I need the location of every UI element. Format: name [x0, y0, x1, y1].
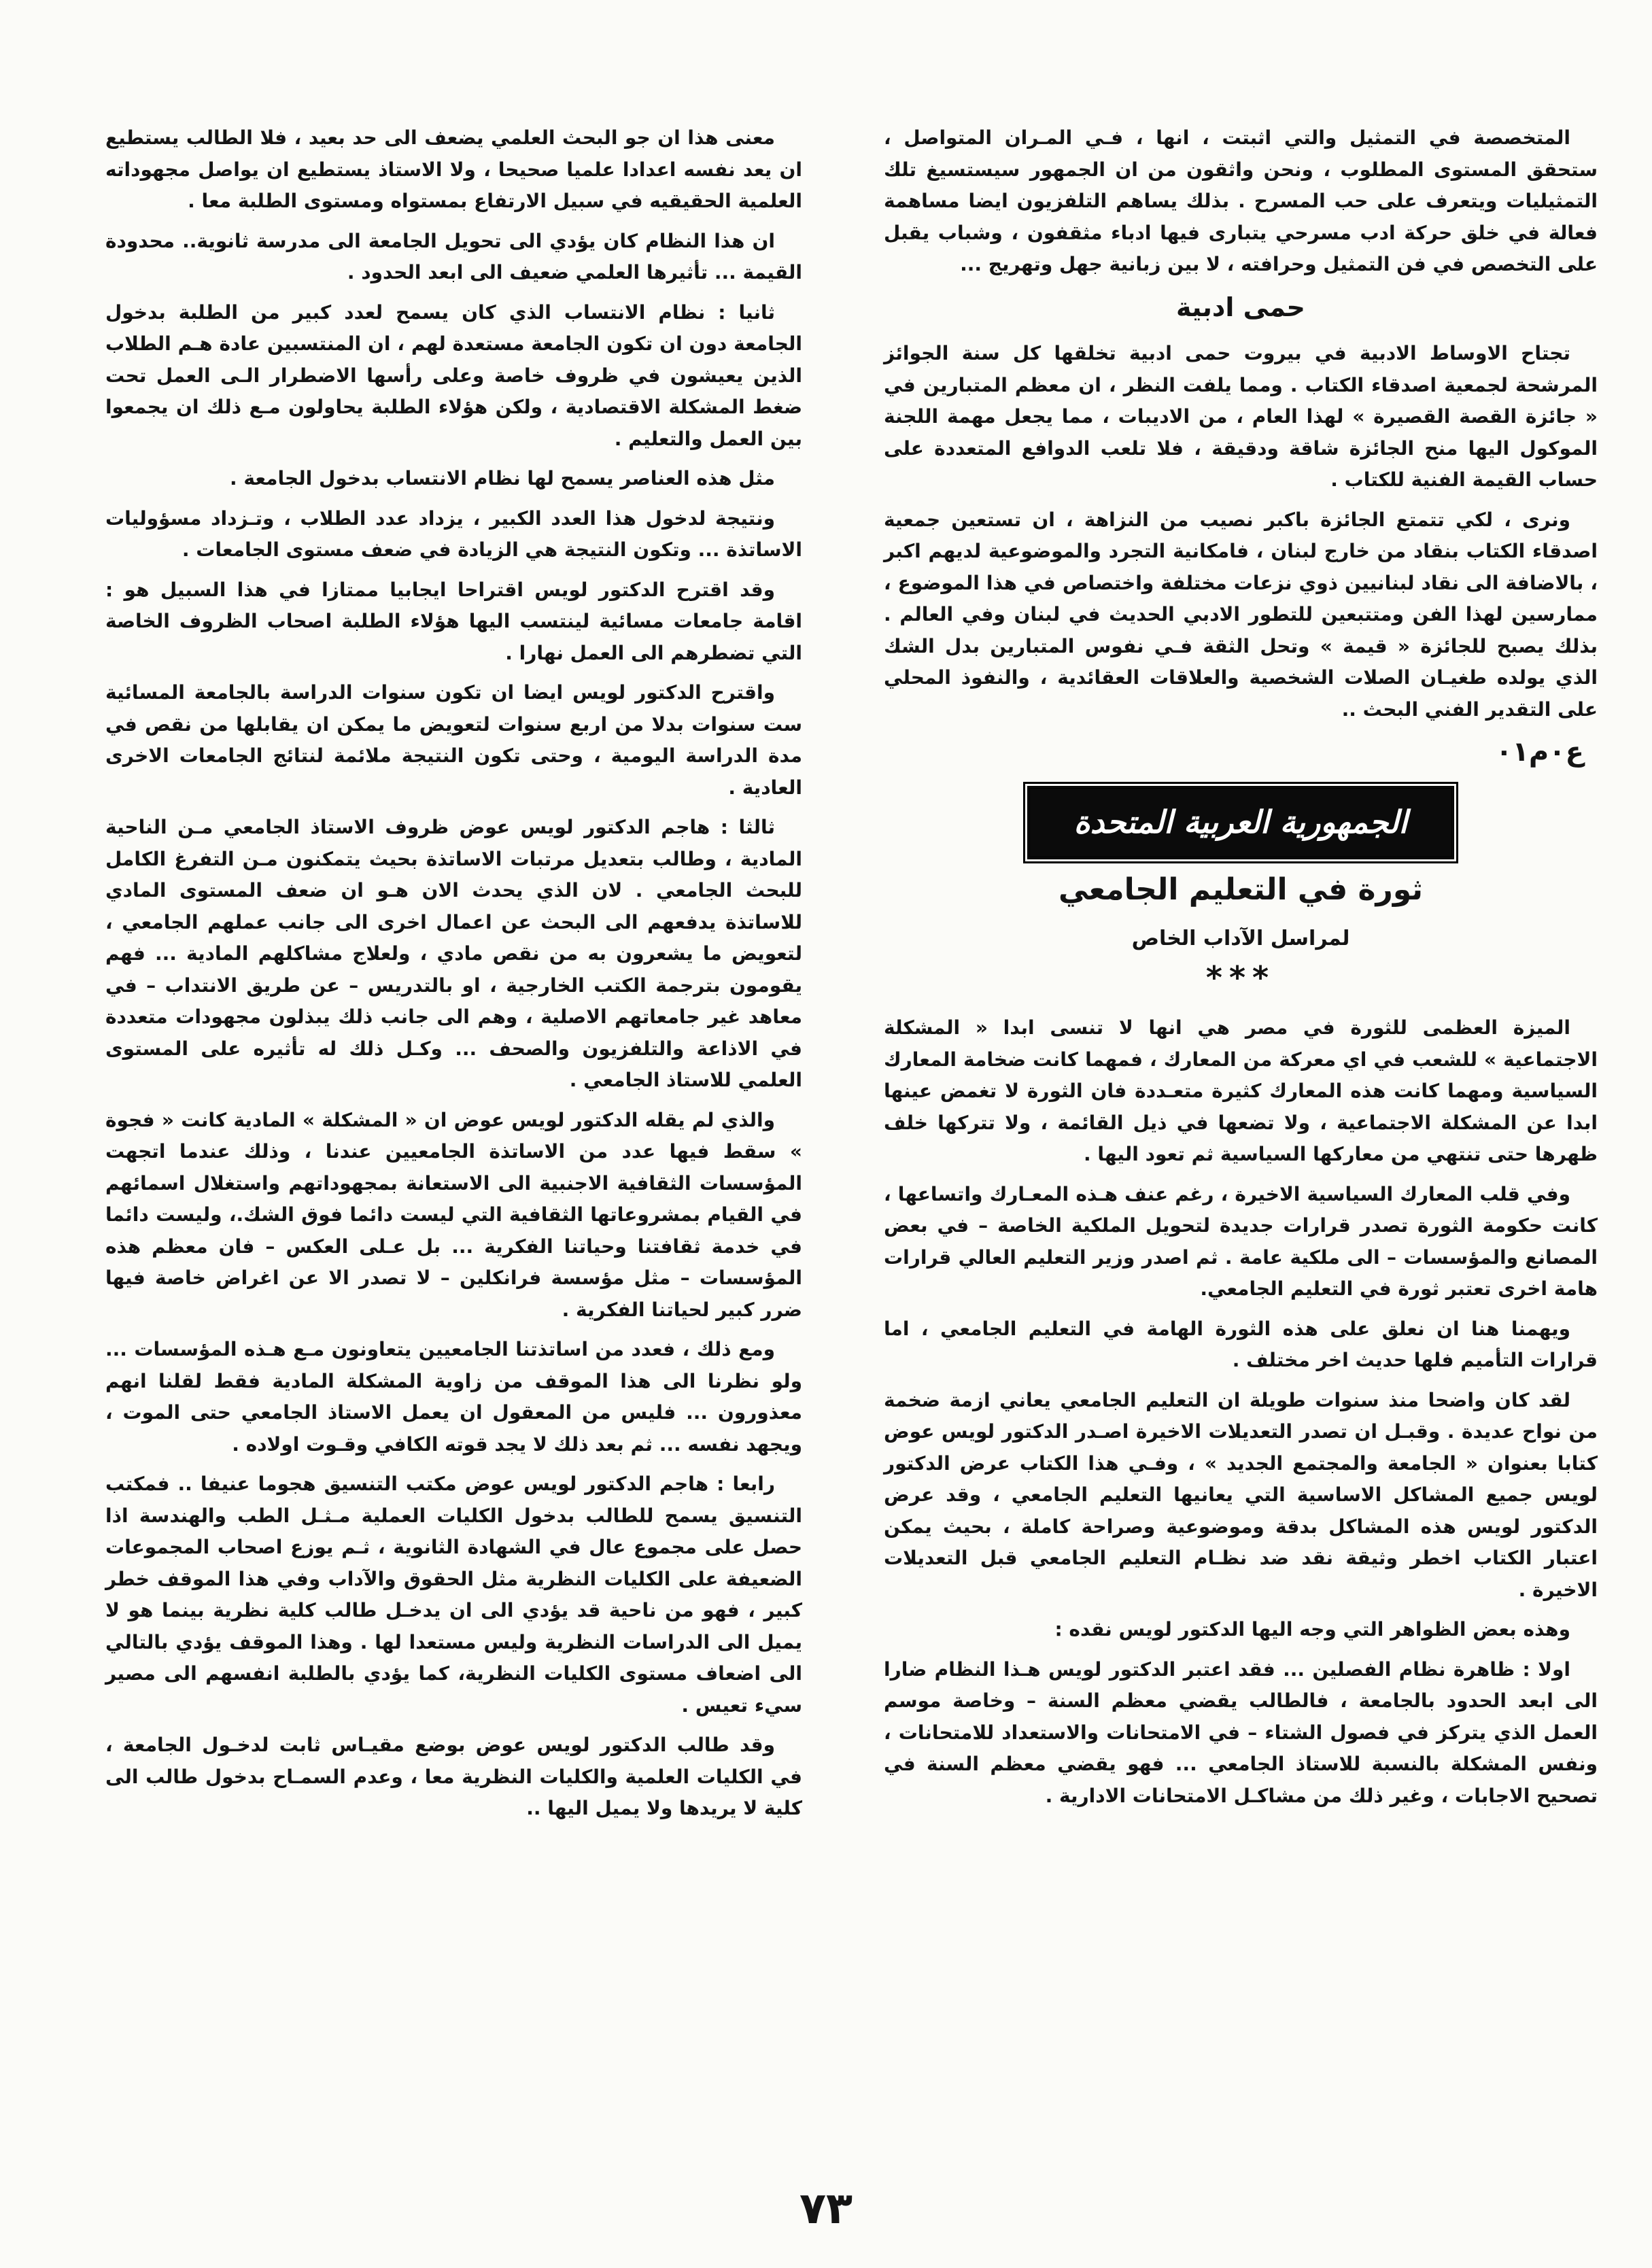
intro-text [884, 122, 1598, 281]
right-column [884, 122, 1598, 1820]
paragraph: ومع ذلك ، فعدد من اساتذتنا الجامعيين يتعاونون مـع هـذه المؤسسات ... ولو نظرنا الى هذا الموقف من زاوية المشكلة المادية فقط لقلنا انهم معذورون ... فليس من المعقول ان يعمل الاستاذ الجامعي حتى الموت ، ويجهد نفسه ... ثم بعد ذلك لا يجد قوته الكافي وقـوت اولاده . [105, 1338, 802, 1456]
section-heading-literary-fever: حمى ادبية [1176, 292, 1305, 322]
paragraph: المتخصصة في التمثيل والتي اثبتت ، انها ، فـي المـران المتواصل ، ستحقق المستوى المطلوب ، ونحن واثقون من ان الجمهور سيستسيغ تلك التمثيليات ويتعرف على حب المسرح . بذلك يساهم التلفزيون ايضا مساهمة فعالة في خلق حركة ادب مسرحي يتبارى فيها ادباء مثقفون ، وشباب يقبل على التخصص في فن التمثيل وحرافته ، لا بين زبانية جهل وتهريج ... [884, 126, 1598, 275]
paragraph: واقترح الدكتور لويس ايضا ان تكون سنوات الدراسة بالجامعة المسائية ست سنوات بدلا من اربع سنوات لتعويض ما يمكن ان يقابلها من نقص في مدة الدراسة اليومية ، وحتى تكون النتيجة ملائمة لنتائج الجامعات الاخرى العادية . [105, 681, 802, 799]
stars-divider: *** [1205, 959, 1276, 996]
article-byline: لمراسل الآداب الخاص [1131, 927, 1350, 950]
paragraph: والذي لم يقله الدكتور لويس عوض ان « المشكلة » المادية كانت « فجوة » سقط فيها عدد من الاساتذة الجامعيين عندنا ، وذلك عندما اتجهت المؤسسات الثقافية الاجنبية الى الاستعانة بمجهوداتهم واستغلال اسمائهم في القيام بمشروعاتها الثقافية التي ليست دائما فوق الشك.، وليست دائما في خدمة ثقافتنا وحياتنا الفكرية ... بل عـلى العكس – فان معظم هذه المؤسسات – مثل مؤسسة فرانكلين – لا تصدر الا عن اغراض خاصة فيها ضرر كبير لحياتنا الفكرية . [105, 1108, 802, 1321]
article-body [884, 1012, 1598, 1812]
article-title: ثورة في التعليم الجامعي [1059, 872, 1423, 907]
paragraph: وقد اقترح الدكتور لويس اقتراحا ايجابيا ممتازا في هذا السبيل هو : اقامة جامعات مسائية لينتسب اليها هؤلاء الطلبة اصحاب الظروف الخاصة التي تضطرهم الى العمل نهارا . [105, 578, 802, 664]
left-column [105, 122, 802, 1833]
paragraph: ويهمنا هنا ان نعلق على هذه الثورة الهامة في التعليم الجامعي ، اما قرارات التأميم فلها حديث اخر مختلف . [884, 1317, 1598, 1371]
paragraph: ونتيجة لدخول هذا العدد الكبير ، يزداد عدد الطلاب ، وتـزداد مسؤوليات الاساتذة ... وتكون النتيجة هي الزيادة في ضعف مستوى الجامعات . [105, 506, 802, 561]
paragraph: رابعا : هاجم الدكتور لويس عوض مكتب التنسيق هجوما عنيفا .. فمكتب التنسيق يسمح للطالب بدخول الكليات العملية مـثـل الطب والهندسة اذا حصل على مجموع عال في الشهادة الثانوية ، ثـم يوزع اصحاب المجموعات الضعيفة على الكليات النظرية مثل الحقوق والآداب وفي هذا الموقف خطر كبير ، فهو من ناحية قد يؤدي الى ان يدخـل طالب كلية نظرية بينما هو لا يميل الى الدراسات النظرية وليس مستعدا لها . وهذا الموقف يؤدي بالتالي الى اضعاف مستوى الكليات النظرية، كما يؤدي بالطلبة انفسهم الى مصير سيء تعيس . [105, 1473, 802, 1717]
paragraph: معنى هذا ان جو البحث العلمي يضعف الى حد بعيد ، فلا الطالب يستطيع ان يعد نفسه اعدادا علميا صحيحا ، ولا الاستاذ يستطيع ان يواصل مجهوداته العلمية الحقيقيه في سبيل الارتفاع بمستواه ومستوى الطلبة معا . [105, 126, 802, 212]
paragraph: الميزة العظمى للثورة في مصر هي انها لا تنسى ابدا « المشكلة الاجتماعية » للشعب في اي معركة من المعارك ، فمهما كانت ضخامة المعارك السياسية ومهما كانت هذه المعارك كثيرة متعـددة فان الثورة لا تغمض عينها ابدا عن المشكلة الاجتماعية ، ولا تضعها في ذيل القائمة ، ولا تتركها خلف ظهرها حتى تنتهي من معاركها السياسية ثم تعود اليها . [884, 1016, 1598, 1165]
paragraph: ثالثا : هاجم الدكتور لويس عوض ظروف الاستاذ الجامعي مـن الناحية المادية ، وطالب بتعديل مرتبات الاساتذة بحيث يتمكنون مـن التفرغ الكامل للبحث الجامعي . لان الذي يحدث الان هـو ان ضعف المستوى المادي للاساتذة يدفعهم الى البحث عن اعمال اخرى الى جانب عملهم الجامعي ، لتعويض ما يشعرون به من نقص مادي ، ولعلاج مشاكلهم المادية ... فهم يقومون بترجمة الكتب الخارجية ، او بالتدريس – عن طريق الانتداب – في معاهد غير جامعاتهم الاصلية ، وهم الى جانب ذلك يبذلون مجهودات متعددة في الاذاعة والتلفزيون والصحف ... وكـل ذلك له تأثيره على المستوى العلمي للاستاذ الجامعي . [105, 816, 802, 1091]
issue-mark: ع٠م٠١ [1496, 736, 1584, 768]
paragraph: وقد طالب الدكتور لويس عوض بوضع مقيـاس ثابت لدخـول الجامعة ، في الكليات العلمية والكليات النظرية معا ، وعدم السمـاح بدخول طالب الى كلية لا يريدها ولا يميل اليها .. [105, 1734, 802, 1819]
paragraph: لقد كان واضحا منذ سنوات طويلة ان التعليم الجامعي يعاني ازمة ضخمة من نواح عديدة . وقبـل ان تصدر التعديلات الاخيرة اصـدر الدكتور لويس عوض كتابا بعنوان « الجامعة والمجتمع الجديد » ، وفـي هذا الكتاب عرض الدكتور لويس جميع المشاكل الاساسية التي يعانيها التعليم الجامعي ، وقد عرض الدكتور لويس هذه المشاكل بدقة وموضوعية وصراحة كاملة ، بحيث يمكن اعتبار الكتاب اخطر وثيقة نقد ضد نظـام التعليم الجامعي قبل التعديلات الاخيرة . [884, 1388, 1598, 1601]
literary-fever-section [884, 338, 1598, 725]
paragraph: ان هذا النظام كان يؤدي الى تحويل الجامعة الى مدرسة ثانوية.. محدودة القيمة ... تأثيرها العلمي ضعيف الى ابعد الحدود . [105, 229, 802, 284]
section-banner-uar [1027, 786, 1454, 859]
paragraph: تجتاح الاوساط الادبية في بيروت حمى ادبية تخلقها كل سنة الجوائز المرشحة لجمعية اصدقاء الكتاب . ومما يلفت النظر ، ان معظم المتبارين في « جائزة القصة القصيرة » لهذا العام ، من الاديبات ، مما يجعل مهمة اللجنة الموكول اليها منح الجائزة شاقة ودقيقة ، فلا تلعب الدوافع المتعددة على حساب القيمة الفنية للكتاب . [884, 342, 1598, 491]
paragraph: مثل هذه العناصر يسمح لها نظام الانتساب بدخول الجامعة . [229, 467, 775, 489]
paragraph: وهذه بعض الظواهر التي وجه اليها الدكتور لويس نقده : [1054, 1618, 1570, 1640]
paragraph: اولا : ظاهرة نظام الفصلين ... فقد اعتبر الدكتور لويس هـذا النظام ضارا الى ابعد الحدود بالجامعة ، فالطالب يقضي معظم السنة – وخاصة موسم العمل الذي يتركز في فصول الشتاء – في الامتحانات والاستعداد للامتحانات ، ونفس المشكلة بالنسبة للاستاذ الجامعي ... فهو يقضي معظم السنة في تصحيح الاجابات ، وغير ذلك من مشاكـل الامتحانات الادارية . [884, 1657, 1598, 1807]
page-number: ٧٣ [799, 2184, 853, 2234]
paragraph: وفي قلب المعارك السياسية الاخيرة ، رغم عنف هـذه المعـارك واتساعها ، كانت حكومة الثورة تصدر قرارات جديدة لتحويل الملكية الخاصة – في بعض المصانع والمؤسسات – الى ملكية عامة . ثم اصدر وزير التعليم العالي قرارات هامة اخرى تعتبر ثورة في التعليم الجامعي. [884, 1182, 1598, 1300]
paragraph: ونرى ، لكي تتمتع الجائزة باكبر نصيب من النزاهة ، ان تستعين جمعية اصدقاء الكتاب بنقاد من خارج لبنان ، فامكانية التجرد والموضوعية لديهم اكبر ، بالاضافة الى نقاد لبنانيين ذوي نزعات مختلفة واختصاص في هذا الموضوع ، ممارسين لهذا الفن ومتتبعين للتطور الادبي الحديث في لبنان وفي العالم . بذلك يصبح للجائزة « قيمة » وتحل الثقة فـي نفوس المتبارين بدل الشك الذي يولده طغيـان الصلات الشخصية والعلاقات العقائدية ، والنفوذ المحلي على التقدير الفني البحث .. [884, 508, 1598, 721]
banner-text: الجمهورية العربية المتحدة [1073, 804, 1408, 841]
paragraph: ثانيا : نظام الانتساب الذي كان يسمح لعدد كبير من الطلبة بدخول الجامعة دون ان تكون الجامعة مستعدة لهم ، ان المنتسبين عادة هـم الطلاب الذين يعيشون في ظروف خاصة وعلى رأسها الاضطرار الـى العمل تحت ضغط المشكلة الاقتصادية ، ولكن هؤلاء الطلبة يحاولون مـع ذلك ان يجمعوا بين العمل والتعليم . [105, 300, 802, 450]
